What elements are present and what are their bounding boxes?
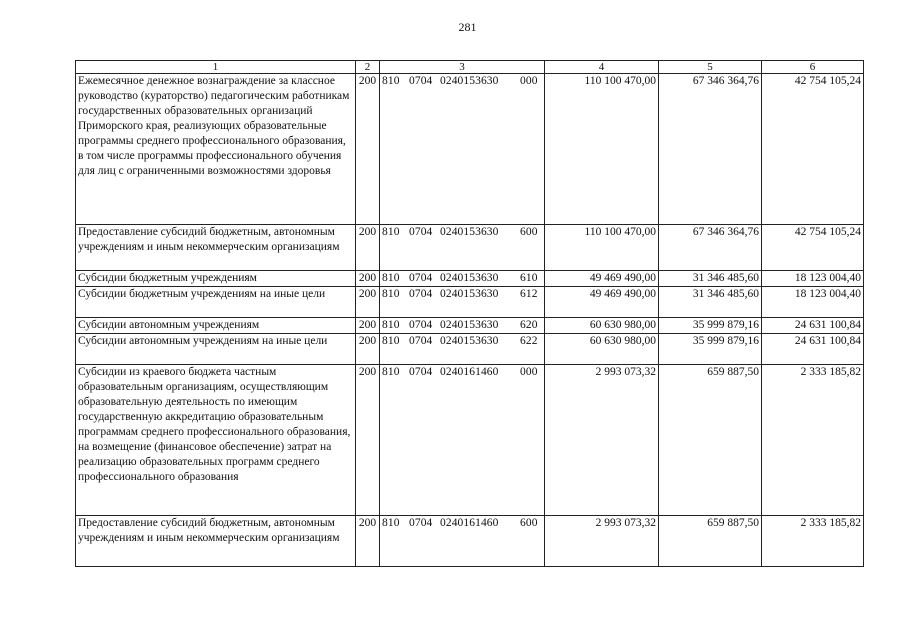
row-col2: 200 bbox=[356, 74, 380, 225]
row-code bbox=[380, 225, 545, 271]
table-row bbox=[76, 225, 864, 271]
code-ministry: 810 bbox=[382, 366, 400, 378]
code-target: 0240161460 bbox=[440, 517, 499, 529]
code-expense-type: 600 bbox=[520, 226, 538, 238]
table-row bbox=[76, 271, 864, 287]
header-col-6: 6 bbox=[762, 61, 864, 74]
code-ministry: 810 bbox=[382, 272, 400, 284]
code-expense-type: 000 bbox=[520, 366, 538, 378]
row-name: Субсидии автономным учреждениям bbox=[76, 318, 356, 334]
header-col-5: 5 bbox=[659, 61, 762, 74]
code-expense-type: 620 bbox=[520, 319, 538, 331]
row-name: Ежемесячное денежное вознаграждение за классное руководство (кураторство) педагогическим работникам государственных образовательных организаций Приморского края, реализующих образовательные программы среднего профессионального образования, в том числе программы профессионального обучения для лиц с ограниченными возможностями здоровья bbox=[76, 74, 356, 225]
header-row bbox=[76, 61, 864, 74]
row-code bbox=[380, 334, 545, 365]
row-value-6: 42 754 105,24 bbox=[762, 74, 864, 225]
row-name: Предоставление субсидий бюджетным, автономным учреждениям и иным некоммерческим организациям bbox=[76, 516, 356, 567]
code-expense-type: 622 bbox=[520, 335, 538, 347]
code-ministry: 810 bbox=[382, 319, 400, 331]
code-section: 0704 bbox=[409, 319, 433, 331]
row-col2: 200 bbox=[356, 318, 380, 334]
row-col2: 200 bbox=[356, 334, 380, 365]
table-row bbox=[76, 334, 864, 365]
row-value-4: 110 100 470,00 bbox=[545, 225, 659, 271]
row-code bbox=[380, 516, 545, 567]
row-value-4: 49 469 490,00 bbox=[545, 271, 659, 287]
code-section: 0704 bbox=[409, 226, 433, 238]
code-section: 0704 bbox=[409, 366, 433, 378]
table-row bbox=[76, 365, 864, 516]
code-ministry: 810 bbox=[382, 517, 400, 529]
page-number: 281 bbox=[458, 20, 477, 34]
row-value-5: 35 999 879,16 bbox=[659, 318, 762, 334]
code-target: 0240161460 bbox=[440, 366, 499, 378]
row-value-6: 18 123 004,40 bbox=[762, 271, 864, 287]
row-value-5: 31 346 485,60 bbox=[659, 287, 762, 318]
row-value-4: 49 469 490,00 bbox=[545, 287, 659, 318]
code-expense-type: 600 bbox=[520, 517, 538, 529]
row-value-5: 35 999 879,16 bbox=[659, 334, 762, 365]
code-section: 0704 bbox=[409, 288, 433, 300]
row-name: Субсидии автономным учреждениям на иные цели bbox=[76, 334, 356, 365]
row-name: Предоставление субсидий бюджетным, автономным учреждениям и иным некоммерческим организациям bbox=[76, 225, 356, 271]
row-name: Субсидии бюджетным учреждениям на иные цели bbox=[76, 287, 356, 318]
row-value-4: 110 100 470,00 bbox=[545, 74, 659, 225]
row-value-5: 67 346 364,76 bbox=[659, 74, 762, 225]
row-col2: 200 bbox=[356, 225, 380, 271]
code-target: 0240153630 bbox=[440, 319, 499, 331]
code-ministry: 810 bbox=[382, 335, 400, 347]
row-value-6: 18 123 004,40 bbox=[762, 287, 864, 318]
code-expense-type: 610 bbox=[520, 272, 538, 284]
code-expense-type: 000 bbox=[520, 75, 538, 87]
row-code bbox=[380, 365, 545, 516]
code-target: 0240153630 bbox=[440, 226, 499, 238]
row-name: Субсидии из краевого бюджета частным образовательным организациям, осуществляющим образовательную деятельность по имеющим государственную аккредитацию образовательным программам среднего профессионального образования, на возмещение (финансовое обеспечение) затрат на реализацию образовательных программ среднего профессионального образования bbox=[76, 365, 356, 516]
row-value-5: 659 887,50 bbox=[659, 516, 762, 567]
code-section: 0704 bbox=[409, 517, 433, 529]
table-row bbox=[76, 318, 864, 334]
row-col2: 200 bbox=[356, 516, 380, 567]
header-col-2: 2 bbox=[356, 61, 380, 74]
code-section: 0704 bbox=[409, 75, 433, 87]
table-row bbox=[76, 74, 864, 225]
row-code bbox=[380, 287, 545, 318]
code-target: 0240153630 bbox=[440, 75, 499, 87]
row-col2: 200 bbox=[356, 271, 380, 287]
table-row bbox=[76, 287, 864, 318]
row-value-6: 2 333 185,82 bbox=[762, 516, 864, 567]
table-row bbox=[76, 516, 864, 567]
row-value-6: 24 631 100,84 bbox=[762, 334, 864, 365]
code-ministry: 810 bbox=[382, 75, 400, 87]
code-expense-type: 612 bbox=[520, 288, 538, 300]
row-code bbox=[380, 74, 545, 225]
row-value-6: 24 631 100,84 bbox=[762, 318, 864, 334]
row-value-5: 67 346 364,76 bbox=[659, 225, 762, 271]
row-value-4: 60 630 980,00 bbox=[545, 318, 659, 334]
budget-table bbox=[75, 60, 864, 567]
code-target: 0240153630 bbox=[440, 288, 499, 300]
row-code bbox=[380, 271, 545, 287]
row-value-4: 2 993 073,32 bbox=[545, 516, 659, 567]
code-ministry: 810 bbox=[382, 226, 400, 238]
row-col2: 200 bbox=[356, 287, 380, 318]
header-col-3: 3 bbox=[380, 61, 545, 74]
row-value-5: 659 887,50 bbox=[659, 365, 762, 516]
code-section: 0704 bbox=[409, 272, 433, 284]
header-col-4: 4 bbox=[545, 61, 659, 74]
code-section: 0704 bbox=[409, 335, 433, 347]
header-col-1: 1 bbox=[76, 61, 356, 74]
row-col2: 200 bbox=[356, 365, 380, 516]
row-value-4: 60 630 980,00 bbox=[545, 334, 659, 365]
row-value-6: 2 333 185,82 bbox=[762, 365, 864, 516]
code-ministry: 810 bbox=[382, 288, 400, 300]
row-name: Субсидии бюджетным учреждениям bbox=[76, 271, 356, 287]
code-target: 0240153630 bbox=[440, 335, 499, 347]
code-target: 0240153630 bbox=[440, 272, 499, 284]
row-value-4: 2 993 073,32 bbox=[545, 365, 659, 516]
row-code bbox=[380, 318, 545, 334]
row-value-5: 31 346 485,60 bbox=[659, 271, 762, 287]
row-value-6: 42 754 105,24 bbox=[762, 225, 864, 271]
